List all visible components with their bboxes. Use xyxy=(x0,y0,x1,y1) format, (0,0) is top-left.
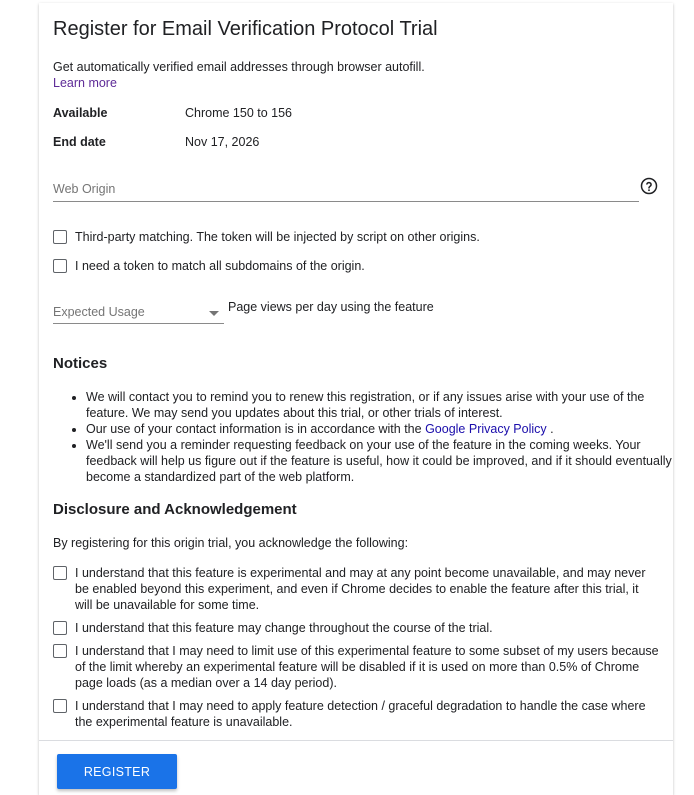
ack-row-1 xyxy=(53,565,659,613)
trial-description: Get automatically verified email addresses through browser autofill. xyxy=(53,60,425,74)
notice-item: • We'll send you a reminder requesting feedback on your use of the feature in the coming weeks. Your feedback will help us figure out if the feature is useful, how it could be improved, and if it should eventually become a standardized part of the web platform. xyxy=(86,437,686,485)
ack-row-3 xyxy=(53,643,659,691)
subdomains-checkbox[interactable] xyxy=(53,259,67,273)
end-date-value: Nov 17, 2026 xyxy=(185,135,260,149)
notices-heading: Notices xyxy=(53,355,108,372)
ack-label-3: I understand that I may need to limit use of this experimental feature to some subset of my users because of the limit whereby an experimental feature will be disabled if it is used on more than 0.5% of Chrome page loads (as a median over a 14 day period). xyxy=(75,644,659,690)
ack-row-2 xyxy=(53,620,659,636)
third-party-checkbox[interactable] xyxy=(53,230,67,244)
third-party-label: Third-party matching. The token will be injected by script on other origins. xyxy=(75,230,480,244)
footer-divider xyxy=(39,740,673,741)
web-origin-field xyxy=(53,179,639,202)
help-circle-icon[interactable] xyxy=(640,177,658,195)
subdomains-label: I need a token to match all subdomains of the origin. xyxy=(75,259,365,273)
disclosure-intro: By registering for this origin trial, you acknowledge the following: xyxy=(53,536,409,550)
available-value: Chrome 150 to 156 xyxy=(185,106,293,120)
dropdown-arrow-icon xyxy=(209,311,219,316)
notice-text: Our use of your contact information is in accordance with the xyxy=(86,422,422,436)
notice-item: • We will contact you to remind you to renew this registration, or if any issues arise with your use of the feature. We may send you updates about this trial, or other trials of interest. xyxy=(86,389,686,421)
ack-checkbox-4[interactable] xyxy=(53,699,67,713)
privacy-policy-link[interactable]: Google Privacy Policy xyxy=(425,422,547,436)
ack-label-1: I understand that this feature is experimental and may at any point become unavailable, and may never be enabled beyond this experiment, and even if Chrome decides to enable the feature after this trial, it will be unavailable for some time. xyxy=(75,566,646,612)
learn-more-link[interactable]: Learn more xyxy=(53,76,117,90)
subdomains-row xyxy=(53,258,365,274)
notice-item xyxy=(86,421,686,437)
notices-list xyxy=(53,389,686,485)
web-origin-input[interactable] xyxy=(53,182,639,196)
end-date-label: End date xyxy=(53,135,106,149)
third-party-row xyxy=(53,229,480,245)
available-label: Available xyxy=(53,106,108,120)
expected-usage-select[interactable] xyxy=(53,303,224,324)
ack-row-4 xyxy=(53,698,659,730)
ack-label-2: I understand that this feature may change throughout the course of the trial. xyxy=(75,621,493,635)
registration-card xyxy=(39,3,673,795)
ack-checkbox-3[interactable] xyxy=(53,644,67,658)
ack-label-4: I understand that I may need to apply feature detection / graceful degradation to handle the case where the experimental feature is unavailable. xyxy=(75,699,646,729)
ack-checkbox-1[interactable] xyxy=(53,566,67,580)
register-button[interactable]: REGISTER xyxy=(57,754,177,789)
disclosure-heading: Disclosure and Acknowledgement xyxy=(53,501,297,518)
expected-usage-placeholder: Expected Usage xyxy=(53,305,145,319)
page-title: Register for Email Verification Protocol Trial xyxy=(53,18,438,40)
notice-text-end: . xyxy=(550,422,554,436)
ack-checkbox-2[interactable] xyxy=(53,621,67,635)
expected-usage-hint: Page views per day using the feature xyxy=(228,300,434,314)
